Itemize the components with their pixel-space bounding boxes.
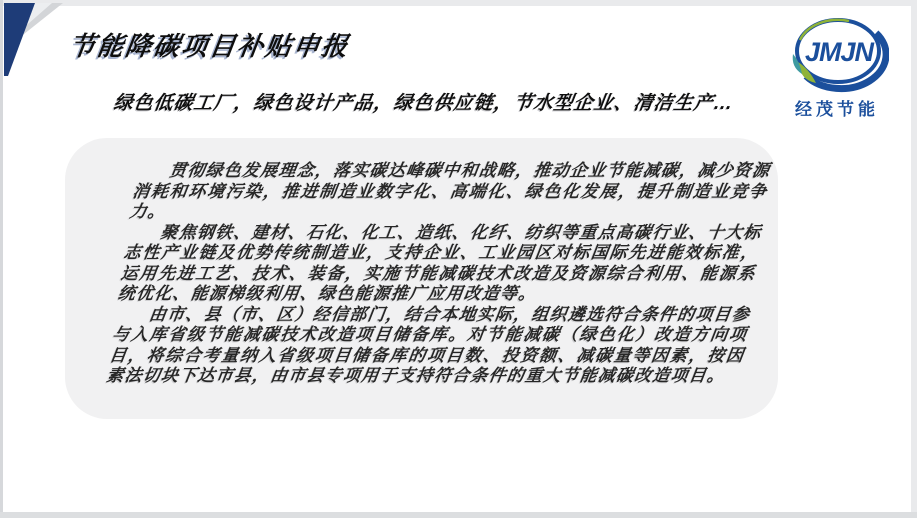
content-panel: [65, 138, 778, 419]
logo-company-name: 经茂节能: [795, 100, 879, 119]
body-paragraph-1: 贯彻绿色发展理念，落实碳达峰碳中和战略，推动企业节能减碳，减少资源消耗和环境污染，推进制造业数字化、高端化、绿色化发展，提升制造业竞争力。: [128, 161, 772, 221]
page-title: 节能降碳项目补贴申报: [67, 31, 352, 61]
body-paragraph-3: 由市、县（市、区）经信部门，结合本地实际，组织遴选符合条件的项目参与入库省级节能减碳技术改造项目储备库。对节能减碳（绿色化）改造方向项目，将综合考量纳入省级项目储备库的项目数、投资额、减碳量等因素，按因素法切块下达市县，由市县专项用于支持符合条件的重大节能减碳改造项目。: [105, 304, 752, 385]
screen-edge-right: [911, 0, 917, 518]
logo-acronym: JMJN: [804, 37, 874, 67]
logo-jmjn-icon: [785, 12, 889, 94]
company-logo: [782, 12, 892, 120]
screen-edge-bottom: [0, 512, 917, 518]
screen-edge-top: [0, 0, 917, 6]
subtitle: 绿色低碳工厂，绿色设计产品，绿色供应链，节水型企业、清洁生产…: [112, 93, 736, 114]
content-text-block: [105, 161, 772, 387]
body-paragraph-2: 聚焦钢铁、建材、石化、化工、造纸、化纤、纺织等重点高碳行业、十大标志性产业链及优势传统制造业，支持企业、工业园区对标国际先进能效标准，运用先进工艺、技术、装备，实施节能减碳技术改造及资源综合利用、能源系统优化、能源梯级利用、绿色能源推广应用改造等。: [116, 222, 764, 303]
